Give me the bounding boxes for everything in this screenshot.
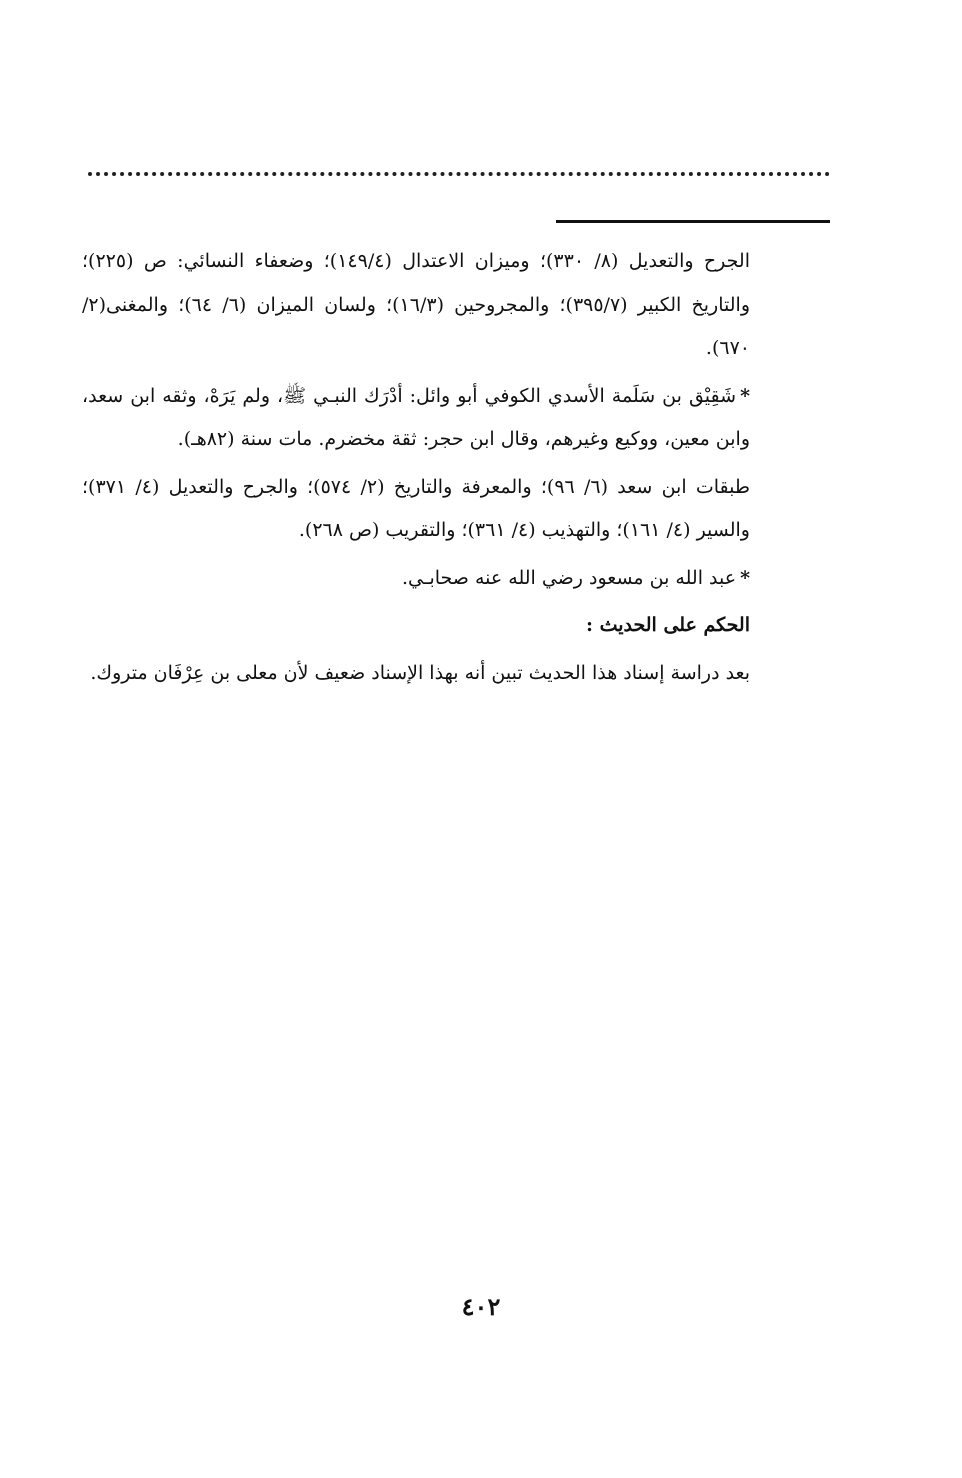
ruling-text: بعد دراسة إسناد هذا الحديث تبين أنه بهذا الإسناد ضعيف لأن معلى بن عِرْفَان متروك. <box>90 661 750 684</box>
narrator-entry-ibn-masud <box>82 557 750 601</box>
narrator-entry-shaqiq <box>82 375 750 462</box>
page-body <box>82 240 750 699</box>
page-number: ٤٠٢ <box>461 1292 501 1321</box>
star-bullet-icon: * <box>740 566 750 589</box>
section-rule <box>556 220 830 223</box>
narrator-bio-text: شَقِيْق بن سَلَمة الأسدي الكوفي أبو وائل: أدْرَك النبـي ﷺ، ولم يَرَهْ، وثقه ابن سعد، وابن معين، ووكيع وغيرهم، وقال ابن حجر: ثقة مخضرم. مات سنة (٨٢هـ). <box>82 384 750 450</box>
narrator-bio-text: عبد الله بن مسعود رضي الله عنه صحابـي. <box>402 566 737 589</box>
ruling-heading: الحكم على الحديث : <box>585 614 750 636</box>
references-paragraph-2: طبقات ابن سعد (٦/ ٩٦)؛ والمعرفة والتاريخ (٢/ ٥٧٤)؛ والجرح والتعديل (٤/ ٣٧١)؛ والسير (٤/ ١٦١)؛ والتهذيب (٤/ ٣٦١)؛ والتقريب (ص ٢٦٨). <box>82 475 750 541</box>
star-bullet-icon: * <box>740 384 750 407</box>
dotted-separator <box>88 172 830 176</box>
references-paragraph-1: الجرح والتعديل (٨/ ٣٣٠)؛ وميزان الاعتدال (١٤٩/٤)؛ وضعفاء النسائي: ص (٢٢٥)؛ والتاريخ الكبير (٣٩٥/٧)؛ والمجروحين (١٦/٣)؛ ولسان الميزان (٦/ ٦٤)؛ والمغنى(٢/ ٦٧٠). <box>82 250 751 359</box>
